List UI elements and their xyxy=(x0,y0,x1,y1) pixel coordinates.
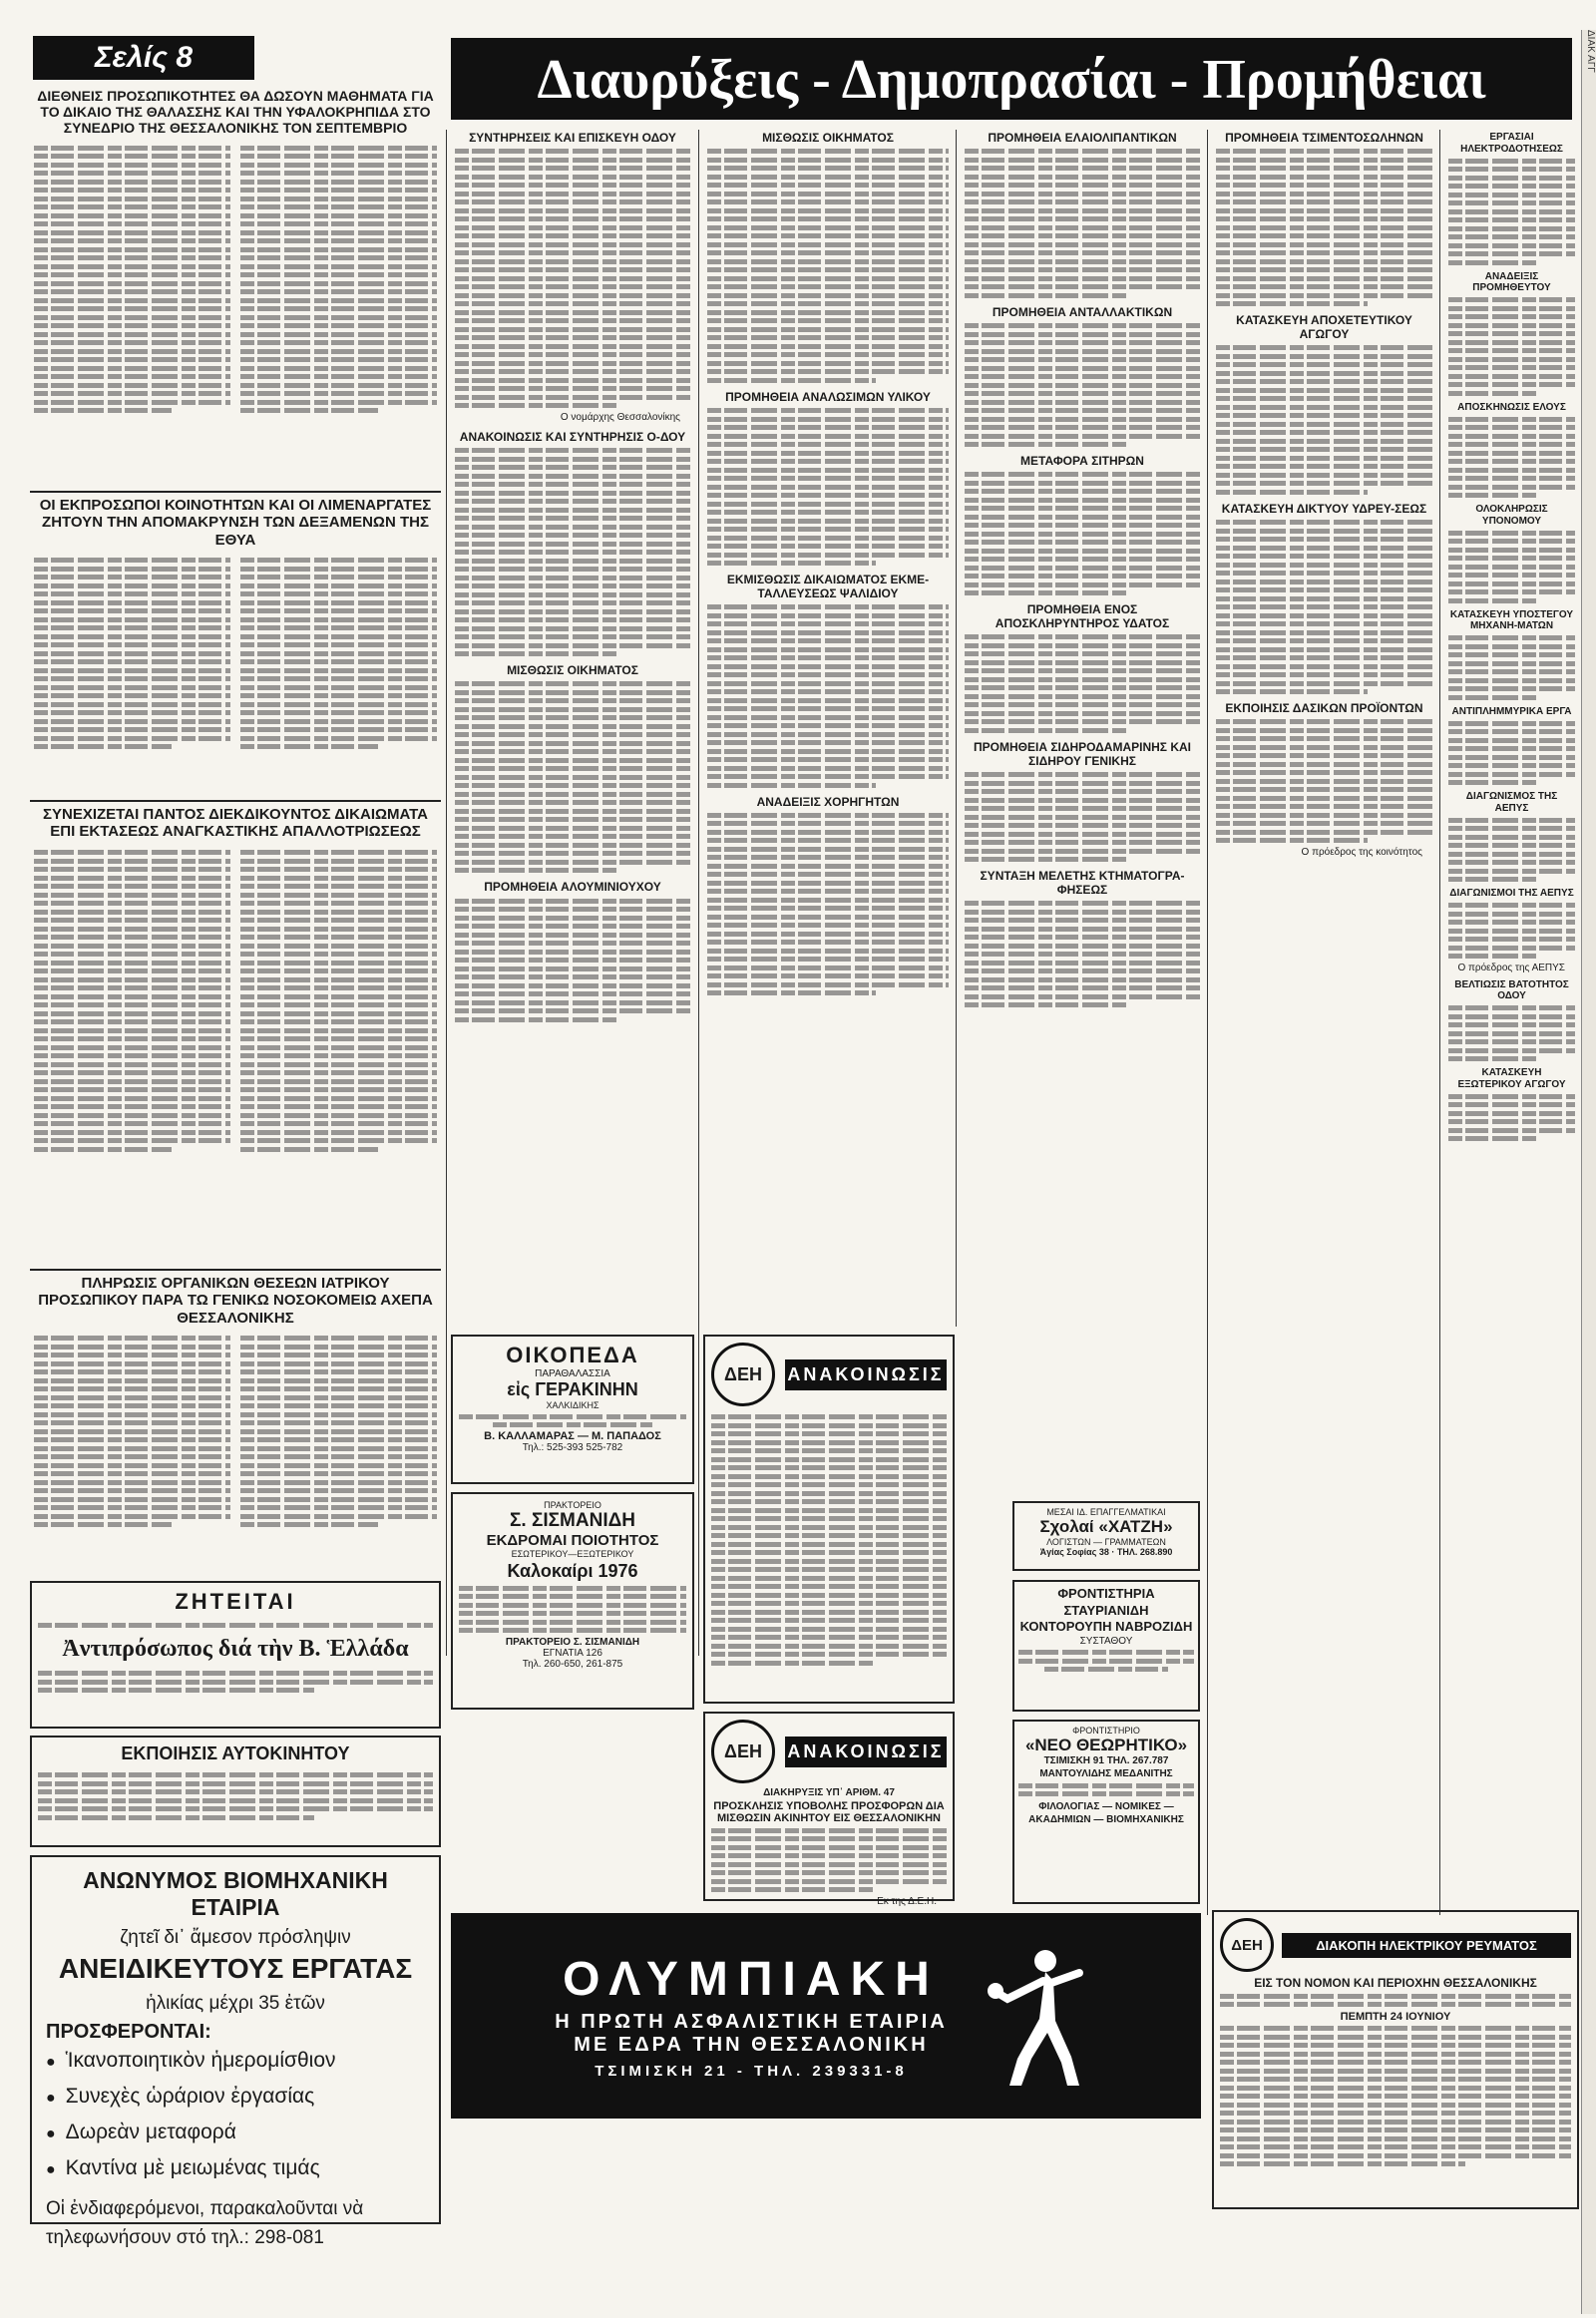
ad-xatzi-school: ΜΕΣΑΙ ΙΔ. ΕΠΑΓΓΕΛΜΑΤΙΚΑΙ Σχολαί «ΧΑΤΖΗ» ΛΟΓΙΣΤΩΝ — ΓΡΑΜΜΑΤΕΩΝ Ἁγίας Σοφίας 38 · ΤΗΛ. 268.890 xyxy=(1012,1501,1200,1571)
article-headline: ΣΥΝΕΧΙΖΕΤΑΙ ΠΑΝΤΟΣ ΔΙΕΚΔΙΚΟΥΝΤΟΣ ΔΙΚΑΙΩΜΑΤΑ ΕΠΙ ΕΚΤΑΣΕΩΣ ΑΝΑΓΚΑΣΤΙΚΗΣ ΑΠΑΛΛΟΤΡΙΩΣΕΩΣ xyxy=(43,806,428,841)
company-contact: Οἱ ἐνδιαφερόμενοι, παρακαλοῦνται νὰ τηλεφωνήσουν στό τηλ.: 298-081 xyxy=(46,2198,364,2248)
benefit-item: ● Καντίνα μὲ μειωμένας τιμάς xyxy=(46,2151,425,2187)
notice-title: ΑΝΑΚΟΙΝΩΣΙΣ ΚΑΙ ΣΥΝΤΗΡΗΣΙΣ Ο-ΔΟΥ xyxy=(459,429,686,444)
deh-logo-icon: ΔΕΗ xyxy=(711,1720,775,1783)
article-hospital-positions xyxy=(30,1273,441,1572)
company-subtitle: ζητεῖ δι᾽ ἄμεσον πρόσληψιν xyxy=(120,1927,351,1948)
notice-title: ΠΡΟΜΗΘΕΙΑ ΑΝΤΑΛΛΑΚΤΙΚΩΝ xyxy=(992,304,1173,319)
ad-person: ΜΑΝΤΟΥΛΙΔΗΣ ΜΕΔΑΝΙΤΗΣ xyxy=(1039,1768,1173,1779)
ad-date: ΠΕΜΠΤΗ 24 ΙΟΥΝΙΟΥ xyxy=(1340,2010,1451,2023)
notice-title: ΕΚΠΟΙΗΣΙΣ ΔΑΣΙΚΩΝ ΠΡΟΪΟΝΤΩΝ xyxy=(1225,701,1423,716)
notice-title: ΔΙΑΓΩΝΙΣΜΟΣ ΤΗΣ ΑΕΠΥΣ xyxy=(1465,791,1558,814)
column-5 xyxy=(1212,130,1436,1905)
notice-title: ΕΚΜΙΣΘΩΣΙΣ ΔΙΚΑΙΩΜΑΤΟΣ ΕΚΜΕ-ΤΑΛΛΕΥΣΕΩΣ ΨΑΛΙΔΙΟΥ xyxy=(726,573,930,600)
ad-tutoring-schools xyxy=(1012,1580,1200,1712)
ad-names: ΣΤΑΥΡΙΑΝΙΔΗ ΚΟΝΤΟΡΟΥΠΗ ΝΑΒΡΟΖΙΔΗ xyxy=(1019,1603,1193,1635)
column-2 xyxy=(451,130,694,1327)
notice-title: ΠΡΟΜΗΘΕΙΑ ΤΣΙΜΕΝΤΟΣΩΛΗΝΩΝ xyxy=(1225,131,1423,145)
ad-headline: Ἀντιπρόσωπος διά τὴν Β. Ἑλλάδα xyxy=(62,1636,409,1662)
column-rule xyxy=(446,130,447,1656)
column-rule xyxy=(1439,130,1440,1915)
article-port-tanks xyxy=(30,495,441,794)
section-title-banner xyxy=(451,38,1572,120)
article-headline: ΔΙΕΘΝΕΙΣ ΠΡΟΣΩΠΙΚΟΤΗΤΕΣ ΘΑ ΔΩΣΟΥΝ ΜΑΘΗΜΑΤΑ ΓΙΑ ΤΟ ΔΙΚΑΙΟ ΤΗΣ ΘΑΛΑΣΣΗΣ ΚΑΙ ΤΗΝ ΥΦΑΛΟΚΡΗΠΙΔΑ ΣΤΟ ΣΥΝΕΔΡΙΟ ΤΗΣ ΘΕΣΣΑΛΟΝΙΚΗΣ ΤΟΝ ΣΕΠΤΕΜΒΡΙΟ xyxy=(37,88,434,137)
ad-address: ΕΓΝΑΤΙΑ 126 xyxy=(543,1648,602,1659)
benefit-item: ● Ἱκανοποιητικὸν ἡμερομίσθιον xyxy=(46,2044,425,2080)
notice-title: ΣΥΝΤΑΞΗ ΜΕΛΕΤΗΣ ΚΤΗΜΑΤΟΓΡΑ-ΦΗΣΕΩΣ xyxy=(980,869,1185,897)
notice-title: ΠΡΟΜΗΘΕΙΑ ΕΝΟΣ ΑΠΟΣΚΛΗΡΥΝΤΗΡΟΣ ΥΔΑΤΟΣ xyxy=(995,602,1170,631)
notice-title: ΜΙΣΘΩΣΙΣ ΟΙΚΗΜΑΤΟΣ xyxy=(762,131,894,145)
ad-pre: ΠΡΑΚΤΟΡΕΙΟ xyxy=(544,1500,601,1510)
olympiaki-address: ΤΣΙΜΙΣΚΗ 21 - ΤΗΛ. 239331-8 xyxy=(595,2063,908,2080)
article-expropriation xyxy=(30,804,441,1263)
ad-head: ΕΙΣ ΤΟΝ ΝΟΜΟΝ ΚΑΙ ΠΕΡΙΟΧΗΝ ΘΕΣΣΑΛΟΝΙΚΗΣ xyxy=(1254,1976,1537,1990)
ad-title: ΔΙΑΚΟΠΗ ΗΛΕΚΤΡΙΚΟΥ ΡΕΥΜΑΤΟΣ xyxy=(1282,1933,1571,1958)
ad-phone: Τηλ. 260-650, 261-875 xyxy=(522,1659,623,1670)
column-rule xyxy=(1207,130,1208,1915)
divider xyxy=(30,1269,441,1271)
notice-signature: Εκ της Δ.Ε.Η. xyxy=(877,1895,937,1907)
ad-type: ΕΣΩΤΕΡΙΚΟΥ—ΕΞΩΤΕΡΙΚΟΥ xyxy=(511,1549,634,1559)
olympiaki-line2: ΜΕ ΕΔΡΑ ΤΗΝ ΘΕΣΣΑΛΟΝΙΚΗ xyxy=(574,2034,929,2056)
ad-wanted-representative xyxy=(30,1581,441,1729)
article-sea-law-conference xyxy=(30,86,441,485)
column-6 xyxy=(1444,130,1579,1825)
notice-title: ΒΕΛΤΙΩΣΙΣ ΒΑΤΟΤΗΤΟΣ ΟΔΟΥ xyxy=(1454,978,1569,1001)
ad-title: ΑΝΑΚΟΙΝΩΣΙΣ xyxy=(785,1737,947,1767)
company-title: ΑΝΩΝΥΜΟΣ ΒΙΟΜΗΧΑΝΙΚΗ ΕΤΑΙΡΙΑ xyxy=(83,1867,388,1920)
ad-address: ΤΣΙΜΙΣΚΗ 91 ΤΗΛ. 267.787 xyxy=(1043,1755,1169,1766)
ad-title: ΕΚΠΟΙΗΣΙΣ ΑΥΤΟΚΙΝΗΤΟΥ xyxy=(121,1743,350,1763)
adjacent-page-edge: ΔΙΑΚ ΑΓΓ xyxy=(1581,30,1596,2314)
ad-top: ΜΕΣΑΙ ΙΔ. ΕΠΑΓΓΕΛΜΑΤΙΚΑΙ xyxy=(1046,1507,1166,1517)
deh-logo-icon: ΔΕΗ xyxy=(1220,1918,1274,1972)
notice-title: ΜΙΣΘΩΣΙΣ ΟΙΚΗΜΑΤΟΣ xyxy=(507,663,638,678)
notice-signature: Ο πρόεδρος της κοινότητος xyxy=(1301,846,1422,858)
ad-sub: ΣΥΣΤΑΘΟΥ xyxy=(1079,1635,1133,1647)
ad-neo-theoritiko xyxy=(1012,1720,1200,1904)
ad-ref: ΔΙΑΚΗΡΥΞΙΣ ΥΠ᾽ ΑΡΙΘΜ. 47 xyxy=(763,1787,895,1798)
ad-phone: Τηλ.: 525-393 525-782 xyxy=(522,1442,623,1453)
notice-title: ΔΙΑΓΩΝΙΣΜΟΙ ΤΗΣ ΑΕΠΥΣ xyxy=(1449,888,1574,899)
ad-deh-announcement-2 xyxy=(703,1712,955,1907)
ad-deh-power-cut xyxy=(1212,1910,1579,2209)
notice-title: ΚΑΤΑΣΚΕΥΗ ΔΙΚΤΥΟΥ ΥΔΡΕΥ-ΣΕΩΣ xyxy=(1221,501,1427,516)
ad-head: ΠΡΟΣΚΛΗΣΙΣ ΥΠΟΒΟΛΗΣ ΠΡΟΣΦΟΡΩΝ ΔΙΑ ΜΙΣΘΩΣΙΝ ΑΚΙΝΗΤΟΥ ΕΙΣ ΘΕΣΣΑΛΟΝΙΚΗΝ xyxy=(713,1800,945,1824)
ad-lines: ΦΙΛΟΛΟΓΙΑΣ — ΝΟΜΙΚΕΣ — ΑΚΑΔΗΜΙΩΝ — ΒΙΟΜΗΧΑΝΙΚΗΣ xyxy=(1028,1800,1184,1825)
article-headline: ΟΙ ΕΚΠΡΟΣΩΠΟΙ ΚΟΙΝΟΤΗΤΩΝ ΚΑΙ ΟΙ ΛΙΜΕΝΑΡΓΑΤΕΣ ΖΗΤΟΥΝ ΤΗΝ ΑΠΟΜΑΚΡΥΝΣΗ ΤΩΝ ΔΕΞΑΜΕΝΩΝ ΤΗΣ ΕΘΥΑ xyxy=(39,497,432,549)
divider xyxy=(30,491,441,493)
notice-title: ΠΡΟΜΗΘΕΙΑ ΣΙΔΗΡΟΔΑΜΑΡΙΝΗΣ ΚΑΙ ΣΙΔΗΡΟΥ ΓΕΝΙΚΗΣ xyxy=(973,739,1191,768)
notice-signature: Ο πρόεδρος της ΑΕΠΥΣ xyxy=(1457,962,1565,973)
notice-title: ΑΠΟΣΚΗΝΩΣΙΣ ΕΛΟΥΣ xyxy=(1457,401,1566,413)
notice-signature: Ο νομάρχης Θεσσαλονίκης xyxy=(560,411,680,423)
ad-industrial-company xyxy=(30,1855,441,2248)
benefit-item: ● Δωρεὰν μεταφορά xyxy=(46,2116,425,2151)
ad-deh-announcement-1 xyxy=(703,1335,955,1704)
ad-land-plots xyxy=(451,1335,694,1484)
ad-place: εἰς ΓΕΡΑΚΙΝΗΝ xyxy=(507,1379,638,1399)
benefit-item: ● Συνεχὲς ὡράριον ἐργασίας xyxy=(46,2080,425,2116)
ad-season: Καλοκαίρι 1976 xyxy=(507,1561,638,1581)
ad-region: ΧΑΛΚΙΔΙΚΗΣ xyxy=(546,1400,599,1410)
page-number-logo: Σελίς 8 xyxy=(33,36,254,80)
discus-thrower-icon xyxy=(988,1941,1097,2091)
ad-travel-agency xyxy=(451,1492,694,1710)
notice-title: ΚΑΤΑΣΚΕΥΗ ΑΠΟΧΕΤΕΥΤΙΚΟΥ ΑΓΩΓΟΥ xyxy=(1236,313,1412,342)
company-offer: ΠΡΟΣΦΕΡΟΝΤΑΙ: xyxy=(46,2021,211,2043)
ad-name: «ΝΕΟ ΘΕΩΡΗΤΙΚΟ» xyxy=(1024,1736,1188,1754)
notice-title: ΜΕΤΑΦΟΡΑ ΣΙΤΗΡΩΝ xyxy=(1020,454,1144,469)
ad-address: Ἁγίας Σοφίας 38 xyxy=(1039,1547,1109,1557)
ad-agency: ΠΡΑΚΤΟΡΕΙΟ Σ. ΣΙΣΜΑΝΙΔΗ xyxy=(505,1637,640,1648)
ad-name: Σχολαί «ΧΑΤΖΗ» xyxy=(1039,1517,1173,1536)
ad-name: Σ. ΣΙΣΜΑΝΙΔΗ xyxy=(510,1510,635,1531)
ad-car-sale xyxy=(30,1736,441,1847)
notice-title: ΠΡΟΜΗΘΕΙΑ ΕΛΑΙΟΛΙΠΑΝΤΙΚΩΝ xyxy=(988,131,1177,145)
company-age: ἡλικίας μέχρι 35 ἐτῶν xyxy=(146,1993,325,2014)
deh-logo-icon: ΔΕΗ xyxy=(711,1343,775,1406)
notice-title: ΕΡΓΑΣΙΑΙ ΗΛΕΚΤΡΟΔΟΤΗΣΕΩΣ xyxy=(1460,132,1563,155)
ad-agent: Β. ΚΑΛΛΑΜΑΡΑΣ — Μ. ΠΑΠΑΔΟΣ xyxy=(484,1430,661,1442)
column-rule xyxy=(698,130,699,1656)
ad-title: ΟΙΚΟΠΕΔΑ xyxy=(506,1343,639,1367)
ad-olympiaki-insurance xyxy=(451,1913,1201,2119)
ad-sub: ΕΚΔΡΟΜΑΙ ΠΟΙΟΤΗΤΟΣ xyxy=(486,1532,659,1549)
olympiaki-name: ΟΛΥΜΠΙΑΚΗ xyxy=(563,1953,940,2006)
ad-phone: ΤΗΛ. 268.890 xyxy=(1116,1547,1173,1557)
notice-title: ΠΡΟΜΗΘΕΙΑ ΑΛΟΥΜΙΝΙΟΥΧΟΥ xyxy=(484,880,661,895)
notice-title: ΚΑΤΑΣΚΕΥΗ ΥΠΟΣΤΕΓΟΥ ΜΗΧΑΝΗ-ΜΑΤΩΝ xyxy=(1449,608,1574,631)
ad-sub: ΠΑΡΑΘΑΛΑΣΣΙΑ xyxy=(535,1368,610,1379)
ad-title: ΑΝΑΚΟΙΝΩΣΙΣ xyxy=(785,1359,947,1390)
notice-title: ΑΝΑΔΕΙΞΙΣ ΧΟΡΗΓΗΤΩΝ xyxy=(756,794,900,809)
notice-title: ΑΝΑΔΕΙΞΙΣ ΠΡΟΜΗΘΕΥΤΟΥ xyxy=(1472,270,1551,293)
notice-title: ΣΥΝΤΗΡΗΣΕΙΣ ΚΑΙ ΕΠΙΣΚΕΥΗ ΟΔΟΥ xyxy=(469,131,676,145)
benefits-list xyxy=(46,2044,425,2187)
article-headline: ΠΛΗΡΩΣΙΣ ΟΡΓΑΝΙΚΩΝ ΘΕΣΕΩΝ ΙΑΤΡΙΚΟΥ ΠΡΟΣΩΠΙΚΟΥ ΠΑΡΑ ΤΩ ΓΕΝΙΚΩ ΝΟΣΟΚΟΜΕΙΩ ΑΧΕΠΑ ΘΕΣΣΑΛΟΝΙΚΗΣ xyxy=(38,1275,433,1327)
ad-title: ΖΗΤΕΙΤΑΙ xyxy=(175,1589,296,1614)
olympiaki-line1: Η ΠΡΩΤΗ ΑΣΦΑΛΙΣΤΙΚΗ ΕΤΑΙΡΙΑ xyxy=(555,2011,948,2033)
notice-title: ΟΛΟΚΛΗΡΩΣΙΣ ΥΠΟΝΟΜΟΥ xyxy=(1475,504,1548,527)
column-4 xyxy=(961,130,1204,1327)
column-3 xyxy=(703,130,953,1327)
ad-sub: ΛΟΓΙΣΤΩΝ — ΓΡΑΜΜΑΤΕΩΝ xyxy=(1046,1537,1166,1547)
notice-title: ΚΑΤΑΣΚΕΥΗ ΕΞΩΤΕΡΙΚΟΥ ΑΓΩΓΟΥ xyxy=(1457,1067,1566,1090)
column-rule xyxy=(956,130,957,1327)
divider xyxy=(30,800,441,802)
section-title: Διαυρύξεις - Δημοπρασίαι - Προμήθειαι xyxy=(537,49,1486,111)
company-jobs: ΑΝΕΙΔΙΚΕΥΤΟΥΣ ΕΡΓΑΤΑΣ xyxy=(58,1953,413,1984)
notice-title: ΠΡΟΜΗΘΕΙΑ ΑΝΑΛΩΣΙΜΩΝ ΥΛΙΚΟΥ xyxy=(725,389,931,404)
notice-title: ΑΝΤΙΠΛΗΜΜΥΡΙΚΑ ΕΡΓΑ xyxy=(1451,705,1572,717)
ad-pre: ΦΡΟΝΤΙΣΤΗΡΙΟ xyxy=(1072,1726,1140,1736)
ad-title: ΦΡΟΝΤΙΣΤΗΡΙΑ xyxy=(1057,1586,1155,1601)
